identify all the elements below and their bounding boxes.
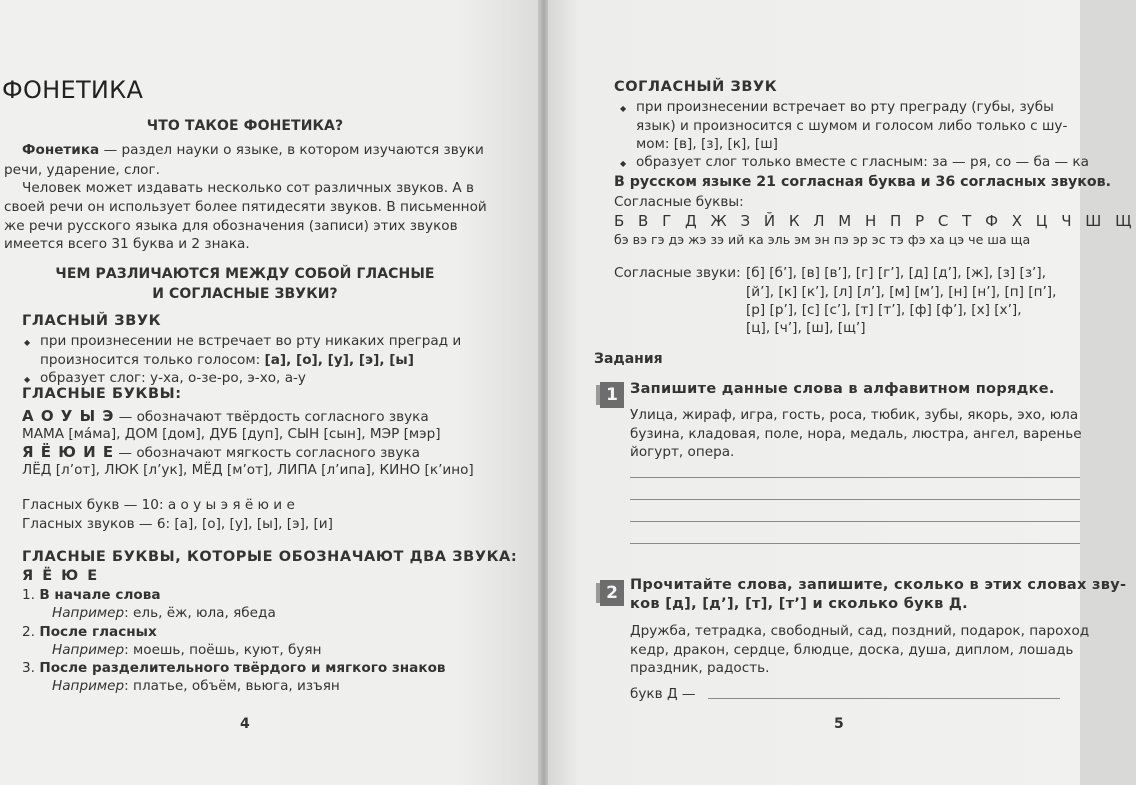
- heading-vowels-vs-consonants-2: И СОГЛАСНЫЕ ЗВУКИ?: [152, 286, 338, 302]
- consonant-sounds-label: Согласные звуки:: [614, 265, 741, 281]
- term-phonetics: Фонетика: [22, 142, 100, 158]
- task-2-words: праздник, радость.: [630, 660, 770, 676]
- consonant-sounds-line: [б] [б’], [в] [в’], [г] [г’], [д] [д’], [ж], [з] [з’],: [746, 265, 1046, 281]
- heading-vowel-letters: ГЛАСНЫЕ БУКВЫ:: [22, 386, 182, 402]
- hard-vowel-text: — обозначают твёрдость согласного звука: [114, 409, 429, 425]
- case-3-example: [52, 676, 340, 696]
- soft-vowel-letters: Я Ё Ю И Е: [22, 443, 115, 461]
- consonant-counts: В русском языке 21 согласная буква и 36 согласных звуков.: [614, 174, 1112, 190]
- task-1-number: 1: [600, 382, 624, 408]
- task-2-words: кедр, дракон, сердце, блюдце, доска, душа, диплом, лошадь: [630, 642, 1074, 658]
- case-number: 3.: [22, 660, 35, 676]
- paragraph-line: имеется всего 31 буква и 2 знака.: [4, 236, 250, 252]
- case-3: [22, 658, 446, 678]
- consonant-letters-label: Согласные буквы:: [614, 194, 744, 210]
- answer-line[interactable]: [708, 698, 1060, 699]
- vowel-letter-count: Гласных букв — 10: а о у ы э я ё ю и е: [22, 497, 295, 513]
- hard-vowel-letters: А О У Ы Э: [22, 407, 115, 425]
- paragraph-line: своей речи он использует более пятидесяти звуков. В письменной: [4, 199, 487, 215]
- heading-what-is-phonetics: ЧТО ТАКОЕ ФОНЕТИКА?: [146, 118, 344, 134]
- bullet-item: ◆ при произнесении встречает во рту преграду (губы, зубы: [636, 97, 1054, 117]
- consonant-letters: Б В Г Д Ж З Й К Л М Н П Р С Т Ф Х Ц Ч Ш Щ: [614, 212, 1136, 230]
- bullet-item: ◆ образует слог только вместе с гласным: за — ря, со — ба — ка: [636, 152, 1089, 172]
- tasks-heading: Задания: [594, 351, 663, 367]
- consonant-sounds-line: [й’], [к] [к’], [л] [л’], [м] [м’], [н] [н’], [п] [п’],: [746, 284, 1057, 300]
- vowel-sound-count: Гласных звуков — 6: [а], [о], [у], [ы], [э], [и]: [22, 516, 333, 532]
- task-2-title: Прочитайте слова, запишите, сколько в этих словах зву-: [630, 577, 1127, 593]
- definition-text: — раздел науки о языке, в котором изучаются звуки: [99, 142, 484, 158]
- heading-vowel-sound: ГЛАСНЫЙ ЗВУК: [22, 313, 162, 329]
- example-words: : моешь, поёшь, куют, буян: [124, 642, 322, 658]
- soft-vowel-text: — обозначают мягкость согласного звука: [114, 445, 420, 461]
- answer-line[interactable]: [630, 499, 1080, 500]
- task-1-words: Улица, жираф, игра, гость, роса, тюбик, зубы, якорь, эхо, юла: [630, 407, 1079, 423]
- example-label: Например: [52, 605, 125, 621]
- bullet-item: ◆ образует слог: у-ха, о-зе-ро, э-хо, а-у: [40, 368, 306, 388]
- section-title: ФОНЕТИКА: [2, 76, 144, 104]
- heading-vowels-vs-consonants-1: ЧЕМ РАЗЛИЧАЮТСЯ МЕЖДУ СОБОЙ ГЛАСНЫЕ: [55, 266, 435, 282]
- task-2-title-cont: ков [д], [д’], [т], [т’] и сколько букв Д.: [630, 596, 968, 612]
- example-label: Например: [52, 678, 125, 694]
- example-label: Например: [52, 642, 125, 658]
- case-number: 1.: [22, 587, 35, 603]
- bullet-item: ◆ при произнесении не встречает во рту никаких преград и: [40, 331, 461, 351]
- task-2-words: Дружба, тетрадка, свободный, сад, поздний, подарок, пароход: [630, 623, 1090, 639]
- case-1: [22, 585, 161, 605]
- paragraph-line: Человек может издавать несколько сот различных звуков. А в: [22, 180, 475, 196]
- example-words: : ель, ёж, юла, ябеда: [124, 605, 276, 621]
- paragraph-definition-line: [22, 140, 484, 160]
- two-sound-letters: Я Ё Ю Е: [22, 568, 100, 584]
- case-number: 2.: [22, 624, 35, 640]
- vowel-sounds: [а], [о], [у], [э], [ы]: [264, 352, 414, 368]
- case-title: В начале слова: [39, 587, 161, 603]
- answer-line[interactable]: [630, 521, 1080, 522]
- consonant-sounds-line: [р] [р’], [с] [с’], [т] [т’], [ф] [ф’], [х] [х’],: [746, 302, 1022, 318]
- hard-vowel-examples: МАМА [ма́ма], ДОМ [дом], ДУБ [дуп], СЫН [сын], МЭР [мэр]: [22, 426, 441, 442]
- page-number-right: 5: [834, 716, 844, 732]
- case-2: [22, 622, 157, 642]
- bullet-item-cont: язык) и произносится с шумом и голосом либо только с шу-: [636, 118, 1068, 134]
- soft-vowel-examples: ЛЁД [л’от], ЛЮК [л’ук], МЁД [м’от], ЛИПА [л’ипа], КИНО [к’ино]: [22, 462, 474, 478]
- bullet-item-cont: [40, 350, 414, 370]
- right-page: [548, 0, 1136, 785]
- paragraph-definition-line2: речи, ударение, слог.: [4, 162, 160, 178]
- task-1-words: бузина, кладовая, поле, нора, медаль, люстра, ангел, варенье: [630, 426, 1082, 442]
- consonant-letter-names: бэ вэ гэ дэ жэ зэ ий ка эль эм эн пэ эр эс тэ фэ ха цэ че ша ща: [614, 232, 1031, 247]
- example-words: : платье, объём, вьюга, изъян: [124, 678, 340, 694]
- consonant-sounds-line: [ц], [ч’], [ш], [щ’]: [746, 320, 866, 336]
- task-1-title: Запишите данные слова в алфавитном порядке.: [630, 381, 1055, 397]
- case-title: После гласных: [39, 624, 157, 640]
- heading-consonant-sound: СОГЛАСНЫЙ ЗВУК: [614, 79, 778, 95]
- bullet-item-cont: мом: [в], [з], [к], [ш]: [636, 136, 778, 152]
- task-2-answer-label: букв Д —: [630, 686, 696, 702]
- heading-two-sound-vowels: ГЛАСНЫЕ БУКВЫ, КОТОРЫЕ ОБОЗНАЧАЮТ ДВА ЗВУКА:: [22, 549, 518, 565]
- answer-line[interactable]: [630, 477, 1080, 478]
- task-2-number: 2: [600, 580, 624, 606]
- task-1-words: йогурт, опера.: [630, 444, 735, 460]
- bullet-text: произносится только голосом:: [40, 352, 265, 368]
- answer-line[interactable]: [630, 543, 1080, 544]
- page-number-left: 4: [240, 716, 250, 732]
- paragraph-line: же речи русского языка для обозначения (записи) этих звуков: [4, 218, 458, 234]
- case-title: После разделительного твёрдого и мягкого знаков: [39, 660, 446, 676]
- case-2-example: [52, 640, 322, 660]
- left-page: [0, 0, 540, 785]
- case-1-example: [52, 603, 276, 623]
